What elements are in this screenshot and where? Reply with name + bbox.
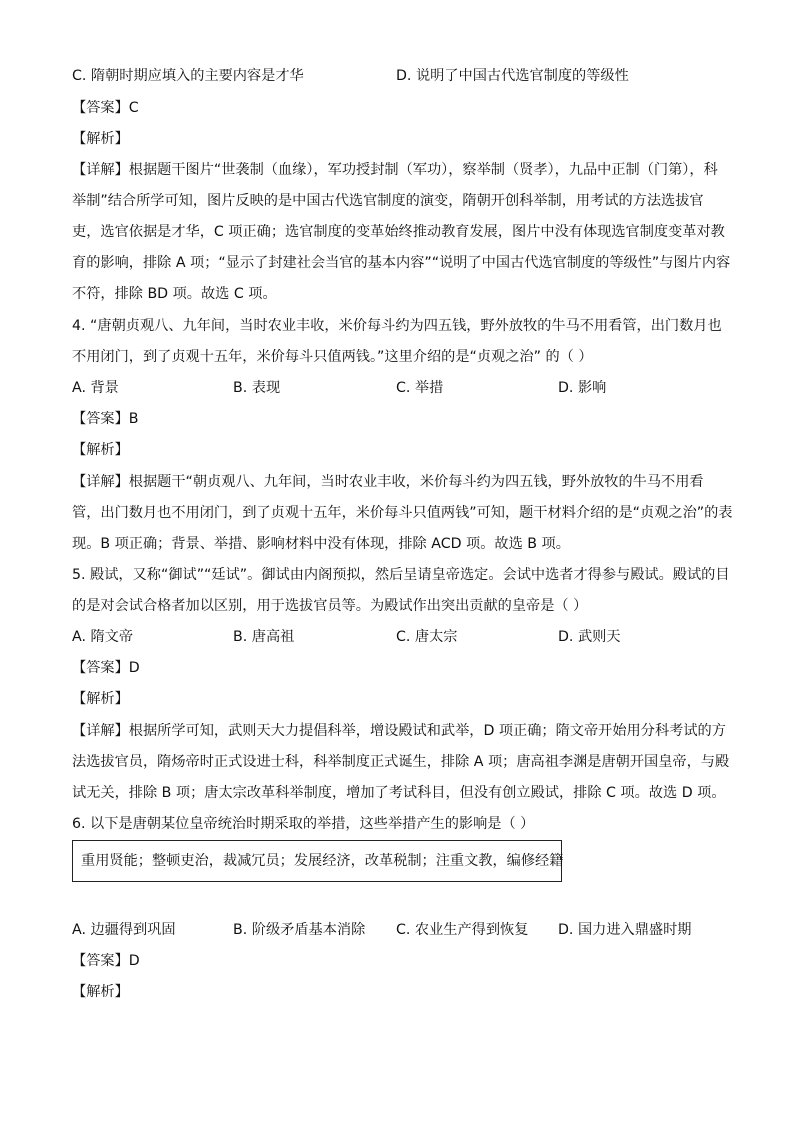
q5-option-a: A. 隋文帝: [72, 629, 134, 645]
q5-option-d: D. 武则天: [558, 629, 621, 645]
q3-detail-line: 育的影响，排除 A 项；“显示了封建社会当官的基本内容”“说明了中国古代选官制度的等级性”与图片内容: [72, 255, 731, 271]
q6-option-b: B. 阶级矛盾基本消除: [233, 922, 366, 938]
q4-stem-line: 4. “唐朝贞观八、九年间，当时农业丰收，米价每斗约为四五钱，野外放牧的牛马不用看管，出门数月也: [72, 318, 722, 334]
q5-answer: 【答案】D: [72, 660, 140, 676]
q4-option-c: C. 举措: [396, 380, 444, 396]
q5-option-c: C. 唐太宗: [396, 629, 458, 645]
q6-answer: 【答案】D: [72, 953, 140, 969]
q6-option-c: C. 农业生产得到恢复: [396, 922, 529, 938]
q5-detail-line: 试无关，排除 B 项；唐太宗改革科举制度，增加了考试科目，但没有创立殿试，排除 C 项。故选 D 项。: [72, 785, 726, 801]
q3-option-c: C. 隋朝时期应填入的主要内容是才华: [72, 68, 304, 84]
q6-material-box: [72, 840, 562, 882]
q4-answer: 【答案】B: [72, 411, 139, 427]
q3-detail-line: 吏，选官依据是才华，C 项正确；选官制度的变革始终推动教育发展，图片中没有体现选官制度变革对教: [72, 224, 725, 240]
q4-option-a: A. 背景: [72, 380, 119, 396]
q3-detail-line: 不符，排除 BD 项。故选 C 项。: [72, 286, 277, 302]
q4-detail-line: 【详解】根据题干“朝贞观八、九年间，当时农业丰收，米价每斗约为四五钱，野外放牧的牛马不用看: [72, 474, 704, 490]
q6-stem: 6. 以下是唐朝某位皇帝统治时期采取的举措，这些举措产生的影响是（ ）: [72, 816, 535, 832]
q5-option-b: B. 唐高祖: [233, 629, 295, 645]
q3-detail-line: 举制”结合所学可知，图片反映的是中国古代选官制度的演变，隋朝开创科举制，用考试的方法选拔官: [72, 193, 704, 209]
q3-option-d: D. 说明了中国古代选官制度的等级性: [396, 68, 629, 84]
q3-answer: 【答案】C: [72, 100, 139, 116]
q5-analysis-label: 【解析】: [72, 691, 129, 707]
q3-analysis-label: 【解析】: [72, 131, 129, 147]
q4-stem-line: 不用闭门，到了贞观十五年，米价每斗只值两钱。”这里介绍的是“贞观之治” 的（ ）: [72, 349, 593, 365]
q6-material-text: 重用贤能；整顿吏治，裁减冗员；发展经济，改革税制；注重文教，编修经籍: [81, 853, 564, 869]
q5-detail-line: 法选拔官员，隋炀帝时正式设进士科，科举制度正式诞生，排除 A 项；唐高祖李渊是唐朝开国皇帝，与殿: [72, 754, 730, 770]
q6-analysis-label: 【解析】: [72, 984, 129, 1000]
q3-detail-line: 【详解】根据题干图片“世袭制（血缘），军功授封制（军功），察举制（贤孝），九品中正制（门第），科: [72, 162, 718, 178]
q5-detail-line: 【详解】根据所学可知，武则天大力提倡科举，增设殿试和武举，D 项正确；隋文帝开始用分科考试的方: [72, 723, 726, 739]
q4-detail-line: 现。B 项正确；背景、举措、影响材料中没有体现，排除 ACD 项。故选 B 项。: [72, 536, 570, 552]
q6-option-d: D. 国力进入鼎盛时期: [558, 922, 692, 938]
q5-stem-line: 5. 殿试，又称“御试”“廷试”。御试由内阁预拟，然后呈请皇帝选定。会试中选者才得参与殿试。殿试的目: [72, 567, 730, 583]
q5-stem-line: 的是对会试合格者加以区别，用于选拔官员等。为殿试作出突出贡献的皇帝是（ ）: [72, 598, 588, 614]
q6-option-a: A. 边疆得到巩固: [72, 922, 176, 938]
q4-detail-line: 管，出门数月也不用闭门，到了贞观十五年，米价每斗只值两钱”可知，题干材料介绍的是“贞观之治”的表: [72, 505, 733, 521]
q4-option-d: D. 影响: [558, 380, 607, 396]
q4-option-b: B. 表现: [233, 380, 281, 396]
q4-analysis-label: 【解析】: [72, 442, 129, 458]
